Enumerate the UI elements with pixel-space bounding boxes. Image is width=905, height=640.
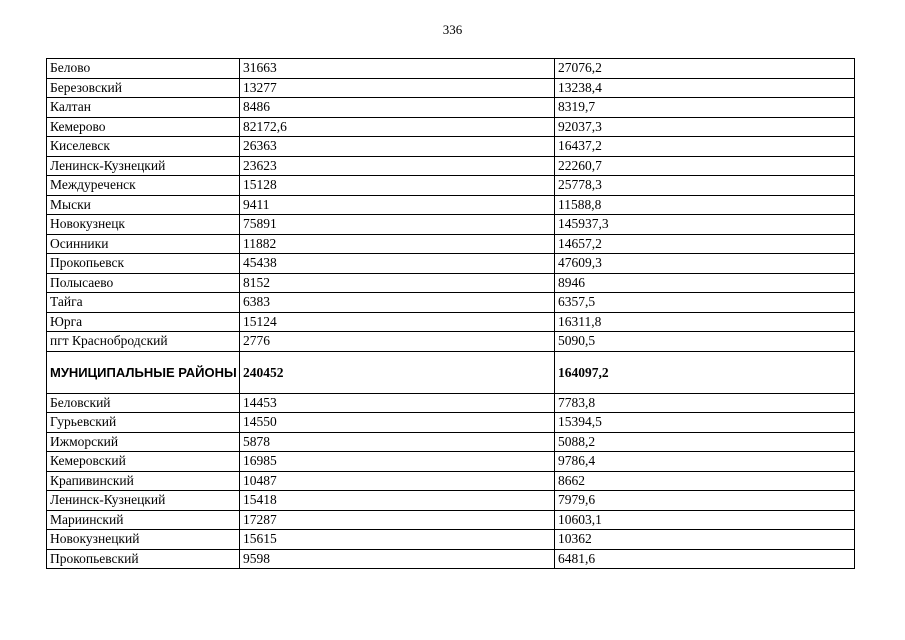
table-row — [47, 452, 855, 472]
name-cell: Междуреченск — [47, 176, 240, 196]
value-2-cell: 16311,8 — [555, 312, 855, 332]
value-1-cell: 240452 — [240, 351, 555, 393]
table-row — [47, 176, 855, 196]
value-2-cell: 9786,4 — [555, 452, 855, 472]
name-cell: Березовский — [47, 78, 240, 98]
value-1-cell: 26363 — [240, 137, 555, 157]
value-2-cell: 14657,2 — [555, 234, 855, 254]
value-2-cell: 10362 — [555, 530, 855, 550]
table-row — [47, 254, 855, 274]
name-cell: Осинники — [47, 234, 240, 254]
name-cell: Кемеровский — [47, 452, 240, 472]
value-1-cell: 15615 — [240, 530, 555, 550]
name-cell: Ленинск-Кузнецкий — [47, 491, 240, 511]
page-number: 336 — [442, 22, 463, 37]
data-table — [46, 58, 855, 569]
table-row — [47, 549, 855, 569]
name-cell: Новокузнецк — [47, 215, 240, 235]
table-row — [47, 234, 855, 254]
name-cell: Прокопьевск — [47, 254, 240, 274]
name-cell: Крапивинский — [47, 471, 240, 491]
name-cell: Мариинский — [47, 510, 240, 530]
value-2-cell: 16437,2 — [555, 137, 855, 157]
value-2-cell: 5088,2 — [555, 432, 855, 452]
value-1-cell: 14550 — [240, 413, 555, 433]
value-2-cell: 22260,7 — [555, 156, 855, 176]
value-1-cell: 13277 — [240, 78, 555, 98]
value-2-cell: 10603,1 — [555, 510, 855, 530]
value-1-cell: 82172,6 — [240, 117, 555, 137]
name-cell: пгт Краснобродский — [47, 332, 240, 352]
value-1-cell: 5878 — [240, 432, 555, 452]
name-cell: Белово — [47, 59, 240, 79]
name-cell: Новокузнецкий — [47, 530, 240, 550]
value-2-cell: 27076,2 — [555, 59, 855, 79]
name-cell: Тайга — [47, 293, 240, 313]
value-1-cell: 31663 — [240, 59, 555, 79]
value-1-cell: 16985 — [240, 452, 555, 472]
table-row — [47, 195, 855, 215]
value-2-cell: 7979,6 — [555, 491, 855, 511]
value-2-cell: 92037,3 — [555, 117, 855, 137]
value-2-cell: 145937,3 — [555, 215, 855, 235]
value-1-cell: 6383 — [240, 293, 555, 313]
table-row — [47, 59, 855, 79]
value-1-cell: 9598 — [240, 549, 555, 569]
value-2-cell: 164097,2 — [555, 351, 855, 393]
name-cell: Прокопьевский — [47, 549, 240, 569]
name-cell: Полысаево — [47, 273, 240, 293]
table-row — [47, 98, 855, 118]
value-2-cell: 8319,7 — [555, 98, 855, 118]
table-row — [47, 432, 855, 452]
table-row — [47, 491, 855, 511]
value-1-cell: 8486 — [240, 98, 555, 118]
table-row — [47, 78, 855, 98]
table-row — [47, 332, 855, 352]
value-1-cell: 75891 — [240, 215, 555, 235]
value-1-cell: 9411 — [240, 195, 555, 215]
value-1-cell: 8152 — [240, 273, 555, 293]
table-row — [47, 393, 855, 413]
value-1-cell: 15418 — [240, 491, 555, 511]
name-cell: Ленинск-Кузнецкий — [47, 156, 240, 176]
table-row — [47, 471, 855, 491]
table-row — [47, 215, 855, 235]
name-cell: Юрга — [47, 312, 240, 332]
table-row — [47, 273, 855, 293]
value-1-cell: 15128 — [240, 176, 555, 196]
value-1-cell: 11882 — [240, 234, 555, 254]
name-cell: Киселевск — [47, 137, 240, 157]
value-2-cell: 8662 — [555, 471, 855, 491]
value-2-cell: 6481,6 — [555, 549, 855, 569]
table-row — [47, 413, 855, 433]
name-cell: Кемерово — [47, 117, 240, 137]
value-1-cell: 23623 — [240, 156, 555, 176]
table-row — [47, 137, 855, 157]
value-1-cell: 15124 — [240, 312, 555, 332]
table-body — [47, 59, 855, 569]
value-2-cell: 15394,5 — [555, 413, 855, 433]
table-row — [47, 510, 855, 530]
value-2-cell: 13238,4 — [555, 78, 855, 98]
table-row — [47, 117, 855, 137]
value-1-cell: 14453 — [240, 393, 555, 413]
section-row — [47, 351, 855, 393]
value-2-cell: 6357,5 — [555, 293, 855, 313]
table-row — [47, 312, 855, 332]
value-2-cell: 11588,8 — [555, 195, 855, 215]
name-cell: МУНИЦИПАЛЬНЫЕ РАЙОНЫ — [47, 351, 240, 393]
table-row — [47, 530, 855, 550]
name-cell: Мыски — [47, 195, 240, 215]
name-cell: Ижморский — [47, 432, 240, 452]
name-cell: Беловский — [47, 393, 240, 413]
value-1-cell: 10487 — [240, 471, 555, 491]
name-cell: Калтан — [47, 98, 240, 118]
table-row — [47, 293, 855, 313]
value-2-cell: 8946 — [555, 273, 855, 293]
value-2-cell: 7783,8 — [555, 393, 855, 413]
name-cell: Гурьевский — [47, 413, 240, 433]
value-2-cell: 5090,5 — [555, 332, 855, 352]
value-2-cell: 25778,3 — [555, 176, 855, 196]
value-1-cell: 17287 — [240, 510, 555, 530]
value-1-cell: 45438 — [240, 254, 555, 274]
table-row — [47, 156, 855, 176]
value-1-cell: 2776 — [240, 332, 555, 352]
value-2-cell: 47609,3 — [555, 254, 855, 274]
